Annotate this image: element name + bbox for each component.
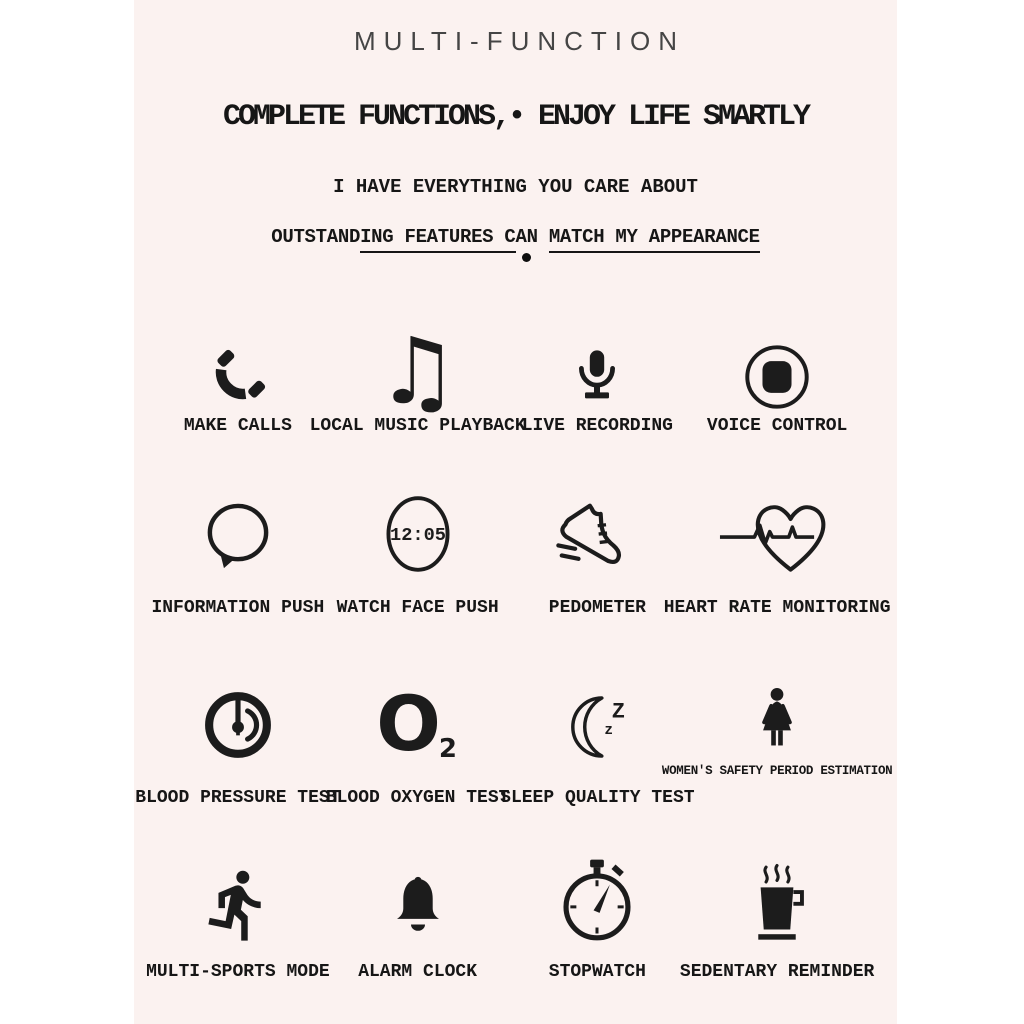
feature-live-recording <box>508 330 688 436</box>
feature-information-push <box>148 496 328 618</box>
feature-voice-control <box>687 330 867 436</box>
feature-stopwatch <box>508 864 688 982</box>
heart-rate-icon <box>718 496 836 576</box>
sleep-moon-icon <box>559 682 635 762</box>
feature-sheet-panel <box>134 0 897 1024</box>
feature-label: WATCH FACE PUSH <box>336 598 499 618</box>
watch-face-icon <box>379 496 457 576</box>
feature-local-music <box>309 318 526 436</box>
tagline-seg3: AN <box>515 226 549 248</box>
feature-blood-pressure <box>135 682 341 808</box>
tagline-seg2-underlined: ING FEATURES C <box>360 226 515 253</box>
feature-multi-sports <box>148 864 328 982</box>
feature-label: ALARM CLOCK <box>358 962 478 982</box>
feature-label: PEDOMETER <box>548 598 646 618</box>
feature-label: HEART RATE MONITORING <box>663 598 891 618</box>
coffee-cup-icon <box>738 864 816 944</box>
headline: COMPLETE FUNCTIONS,• ENJOY LIFE SMARTLY <box>222 100 809 134</box>
tagline-seg4-underlined: MATCH MY APPEARANCE <box>549 226 760 253</box>
feature-row-3 <box>135 679 893 808</box>
feature-label: SLEEP QUALITY TEST <box>500 788 695 808</box>
feature-label: INFORMATION PUSH <box>151 598 325 618</box>
speech-bubble-icon <box>201 496 275 576</box>
music-note-icon: ♫ <box>376 318 459 425</box>
microphone-icon <box>567 330 627 410</box>
dot-accent <box>522 253 531 262</box>
feature-watch-face-push <box>328 496 508 618</box>
feature-label: VOICE CONTROL <box>706 416 848 436</box>
feature-heart-rate <box>663 496 891 618</box>
phone-icon <box>205 330 271 410</box>
record-button-icon <box>744 330 810 410</box>
feature-label: SEDENTARY REMINDER <box>679 962 875 982</box>
pressure-gauge-icon <box>201 682 275 762</box>
feature-label: MULTI-SPORTS MODE <box>146 962 330 982</box>
feature-blood-oxygen <box>325 679 510 808</box>
feature-label: MAKE CALLS <box>183 416 292 436</box>
feature-womens-safety <box>661 682 893 808</box>
feature-label: LIVE RECORDING <box>521 416 673 436</box>
sleep-z-small: z <box>604 722 614 739</box>
feature-label: LOCAL MUSIC PLAYBACK <box>309 416 526 436</box>
bell-icon <box>383 864 453 944</box>
tagline <box>134 226 897 248</box>
feature-make-calls <box>148 330 328 436</box>
subtitle: I HAVE EVERYTHING YOU CARE ABOUT <box>333 176 698 198</box>
runner-icon <box>199 864 277 944</box>
feature-pedometer <box>508 496 688 618</box>
woman-icon <box>748 682 806 762</box>
feature-sleep-quality <box>500 682 695 808</box>
page-title: MULTI-FUNCTION <box>353 26 686 56</box>
oxygen-subscript: 2 <box>438 734 457 764</box>
running-shoe-icon <box>555 496 639 576</box>
feature-alarm-clock <box>328 864 508 982</box>
sleep-z-large: Z <box>612 699 626 725</box>
feature-row-1 <box>148 318 867 436</box>
oxygen-icon <box>376 679 459 768</box>
feature-label: STOPWATCH <box>548 962 646 982</box>
stopwatch-icon <box>554 864 640 944</box>
oxygen-symbol: O <box>376 679 441 768</box>
feature-label: BLOOD OXYGEN TEST <box>325 788 510 808</box>
tagline-seg1: OUTSTAND <box>271 226 361 248</box>
feature-row-2 <box>148 496 891 618</box>
watch-face-time: 12:05 <box>389 524 446 547</box>
feature-label: WOMEN'S SAFETY PERIOD ESTIMATION <box>661 764 893 778</box>
feature-sedentary-reminder <box>679 864 875 982</box>
feature-row-4 <box>146 864 875 982</box>
feature-label: BLOOD PRESSURE TEST <box>135 788 341 808</box>
